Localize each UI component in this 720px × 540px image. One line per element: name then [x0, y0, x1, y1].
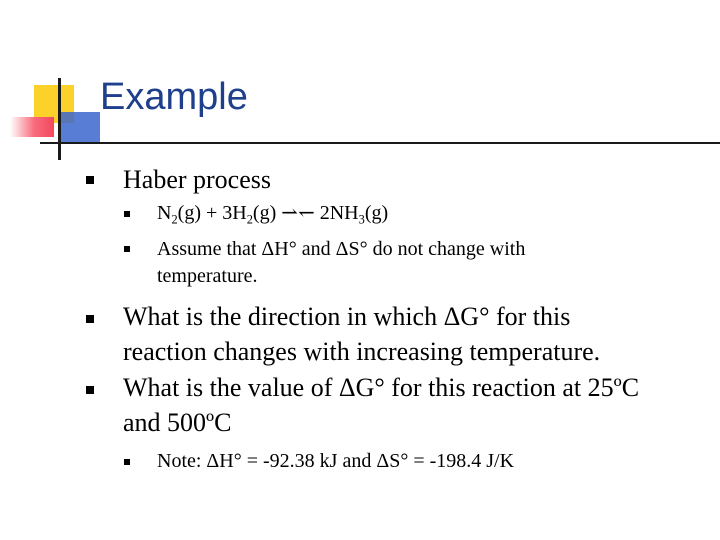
bullet-direction-line1: What is the direction in which ΔG° for this — [123, 302, 571, 331]
sub-bullet-assumption-line1: Assume that ΔH° and ΔS° do not change with — [157, 238, 526, 260]
sub-bullet-assumption-line2: temperature. — [157, 265, 258, 287]
decor-blue-square — [60, 112, 100, 144]
bullet-marker — [86, 176, 94, 184]
decor-red-bar — [10, 117, 54, 137]
sub-bullet-marker — [124, 246, 130, 252]
sub-bullet-equation: $N_2(g) + 3H_2(g)$ ⇀↽ $2NH_3(g)$ — [157, 202, 389, 227]
slide-title: Example — [100, 76, 248, 118]
bullet-direction-line2: reaction changes with increasing temperature. — [123, 337, 601, 366]
bullet-marker — [86, 386, 94, 394]
decor-vertical-line — [58, 78, 61, 160]
title-underline — [40, 142, 720, 144]
sub-bullet-marker — [124, 459, 130, 465]
sub-bullet-note: Note: ΔH° = -92.38 kJ and ΔS° = -198.4 J/K — [157, 450, 515, 472]
bullet-marker — [86, 315, 94, 323]
bullet-value-line2: and 500ºC — [123, 408, 232, 437]
sub-bullet-marker — [124, 211, 130, 217]
bullet-value-line1: What is the value of ΔG° for this reaction at 25ºC — [123, 373, 640, 402]
bullet-haber-process: Haber process — [123, 165, 271, 194]
